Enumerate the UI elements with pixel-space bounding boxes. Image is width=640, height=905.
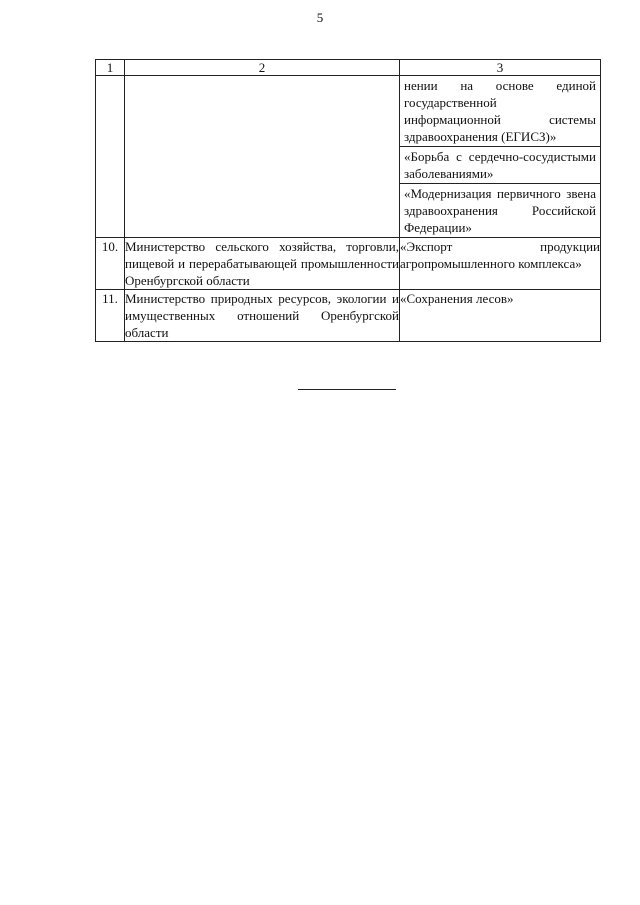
projects-cell [400, 76, 601, 238]
row-number: 11. [96, 290, 125, 342]
end-rule [298, 389, 396, 390]
row-number [96, 76, 125, 238]
ministry-cell: Министерство природных ресурсов, экологии и имущественных отношений Оренбургской области [125, 291, 399, 340]
project-item: «Борьба с сердечно-сосудистыми заболеваниями» [400, 146, 600, 183]
ministry-cell: Министерство сельского хозяйства, торговли, пищевой и перерабатывающей промышленности Оренбургской области [125, 239, 399, 288]
table-row [96, 290, 601, 342]
project-cell: «Сохранения лесов» [400, 290, 601, 342]
table-row-continuation [96, 76, 601, 238]
column-header-2: 2 [125, 60, 400, 76]
column-header-1: 1 [96, 60, 125, 76]
project-item: нении на основе единой государственной информационной системы здравоохранения (ЕГИСЗ)» [404, 78, 596, 144]
table-row [96, 238, 601, 290]
project-item: «Модернизация первичного звена здравоохранения Российской Федерации» [400, 183, 600, 237]
project-cell: «Экспорт продукции агропромышленного комплекса» [400, 238, 601, 290]
row-number: 10. [96, 238, 125, 290]
page-number: 5 [316, 10, 324, 25]
ministry-cell [125, 76, 400, 238]
column-header-3: 3 [400, 60, 601, 76]
ministry-projects-table [95, 59, 601, 342]
table-header-row [96, 60, 601, 76]
